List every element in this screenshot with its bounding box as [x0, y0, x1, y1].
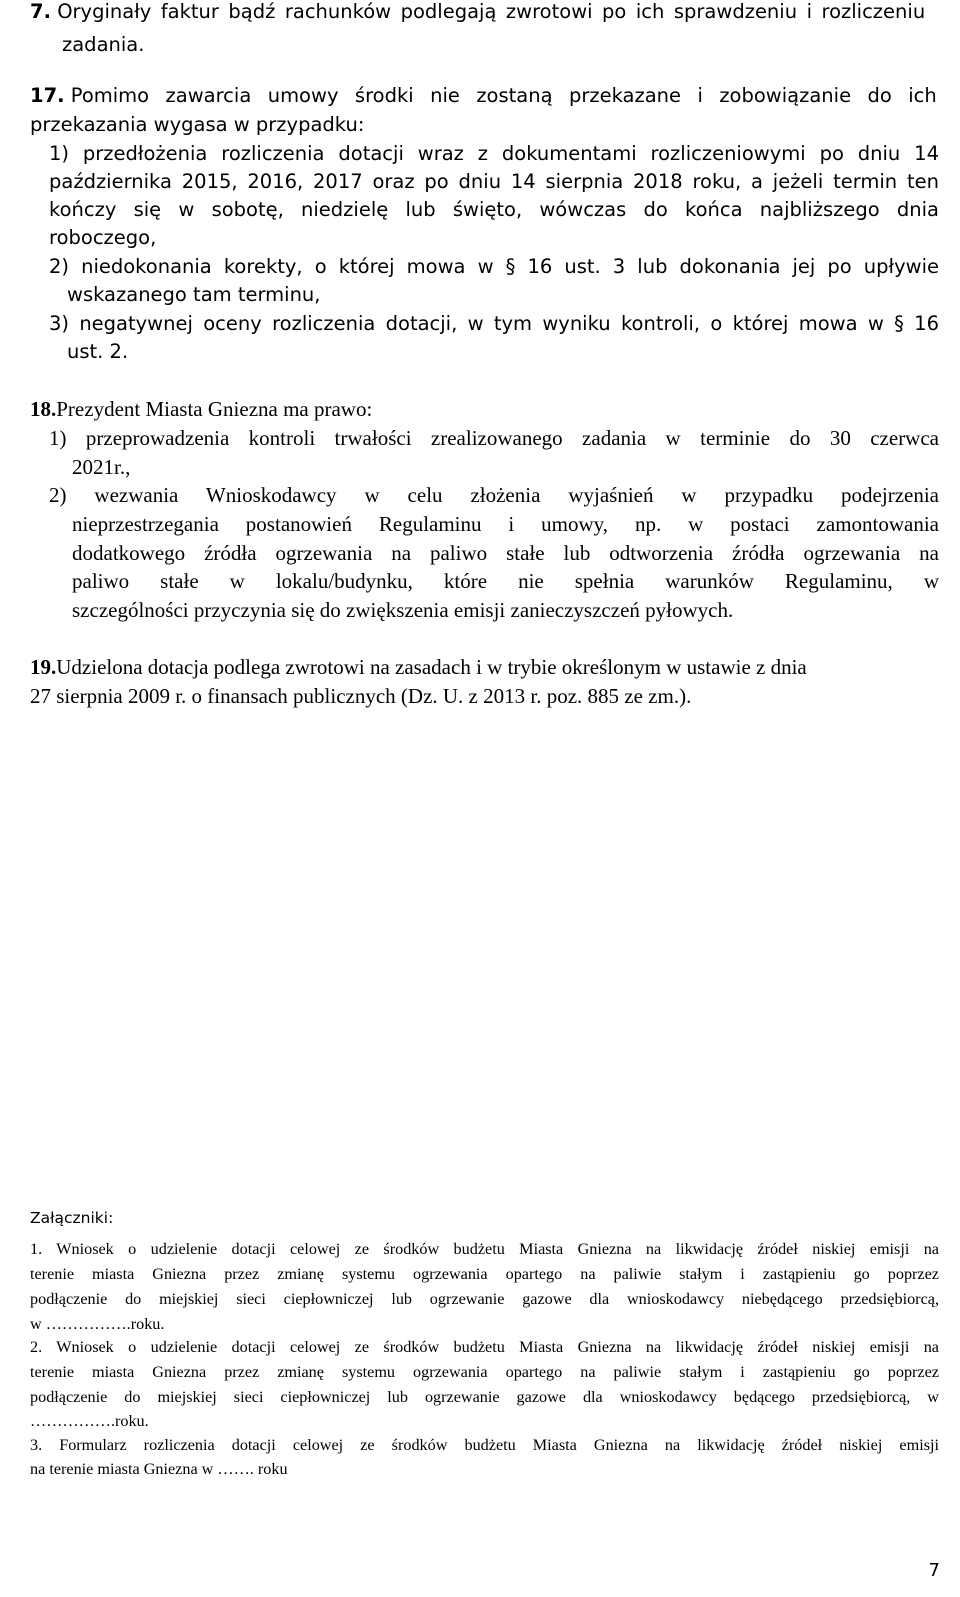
paragraph-line: zadania. — [62, 33, 145, 56]
list-item-line: ust. 2. — [67, 340, 129, 363]
attachment-line: 2. Wniosek o udzielenie dotacji celowej ze środków budżetu Miasta Gniezna na likwidację źródeł niskiej emisji na — [30, 1338, 939, 1356]
list-item-line: 2021r., — [72, 455, 131, 479]
section-number: 18. — [30, 397, 57, 421]
paragraph-line: Pomimo zawarcia umowy środki nie zostaną przekazane i zobowiązanie do ich — [70, 84, 937, 107]
attachment-line: na terenie miasta Gniezna w ……. roku — [30, 1460, 288, 1478]
list-item-line: szczególności przyczynia się do zwiększenia emisji zanieczyszczeń pyłowych. — [72, 598, 734, 622]
attachment-line: podłączenie do miejskiej sieci ciepłowniczej lub ogrzewanie gazowe dla wnioskodawcy niebędącego przedsiębiorcą, — [30, 1290, 939, 1308]
paragraph-line: Prezydent Miasta Gniezna ma prawo: — [56, 397, 373, 421]
list-item-line: roboczego, — [49, 226, 157, 249]
list-item-line: 3) negatywnej oceny rozliczenia dotacji, w tym wyniku kontroli, o której mowa w § 16 — [49, 312, 939, 335]
paragraph-line: przekazania wygasa w przypadku: — [30, 113, 365, 136]
paragraph-line: 27 sierpnia 2009 r. o finansach publicznych (Dz. U. z 2013 r. poz. 885 ze zm.). — [30, 684, 692, 708]
list-item-line: 1) przeprowadzenia kontroli trwałości zrealizowanego zadania w terminie do 30 czerwca — [49, 426, 939, 450]
attachment-line: terenie miasta Gniezna przez zmianę systemu ogrzewania opartego na paliwie stałym i zastąpieniu go poprzez — [30, 1363, 939, 1381]
attachment-line: …………….roku. — [30, 1412, 149, 1430]
page-number: 7 — [928, 1560, 940, 1581]
attachment-line: 1. Wniosek o udzielenie dotacji celowej ze środków budżetu Miasta Gniezna na likwidację źródeł niskiej emisji na — [30, 1240, 939, 1258]
list-item-line: paliwo stałe w lokalu/budynku, które nie spełnia warunków Regulaminu, w — [72, 569, 939, 593]
section-number: 7. — [30, 0, 51, 23]
list-item-line: dodatkowego źródła ogrzewania na paliwo stałe lub odtworzenia źródła ogrzewania na — [72, 541, 939, 565]
attachment-line: w …………….roku. — [30, 1315, 165, 1333]
section-number: 19. — [30, 655, 57, 679]
paragraph-line: Oryginały faktur bądź rachunków podlegają zwrotowi po ich sprawdzeniu i rozliczeniu — [57, 0, 926, 23]
section-number: 17. — [30, 84, 65, 107]
attachment-line: terenie miasta Gniezna przez zmianę systemu ogrzewania opartego na paliwie stałym i zastąpieniu go poprzez — [30, 1265, 939, 1283]
attachment-line: podłączenie do miejskiej sieci ciepłowniczej lub ogrzewanie gazowe dla wnioskodawcy będącego przedsiębiorcą, w — [30, 1388, 939, 1406]
list-item-line: października 2015, 2016, 2017 oraz po dniu 14 sierpnia 2018 roku, a jeżeli termin ten — [49, 170, 939, 193]
list-item-line: 2) niedokonania korekty, o której mowa w § 16 ust. 3 lub dokonania jej po upływie — [49, 255, 939, 278]
list-item-line: kończy się w sobotę, niedzielę lub święto, wówczas do końca najbliższego dnia — [49, 198, 939, 221]
list-item-line: wskazanego tam terminu, — [67, 283, 321, 306]
paragraph-line: Udzielona dotacja podlega zwrotowi na zasadach i w trybie określonym w ustawie z dnia — [56, 655, 807, 679]
list-item-line: 2) wezwania Wnioskodawcy w celu złożenia wyjaśnień w przypadku podejrzenia — [49, 483, 939, 507]
attachment-line: 3. Formularz rozliczenia dotacji celowej ze środków budżetu Miasta Gniezna na likwidację źródeł niskiej emisji — [30, 1436, 939, 1454]
list-item-line: 1) przedłożenia rozliczenia dotacji wraz z dokumentami rozliczeniowymi po dniu 14 — [49, 142, 939, 165]
attachments-heading: Załączniki: — [30, 1209, 114, 1227]
list-item-line: nieprzestrzegania postanowień Regulaminu i umowy, np. w postaci zamontowania — [72, 512, 939, 536]
